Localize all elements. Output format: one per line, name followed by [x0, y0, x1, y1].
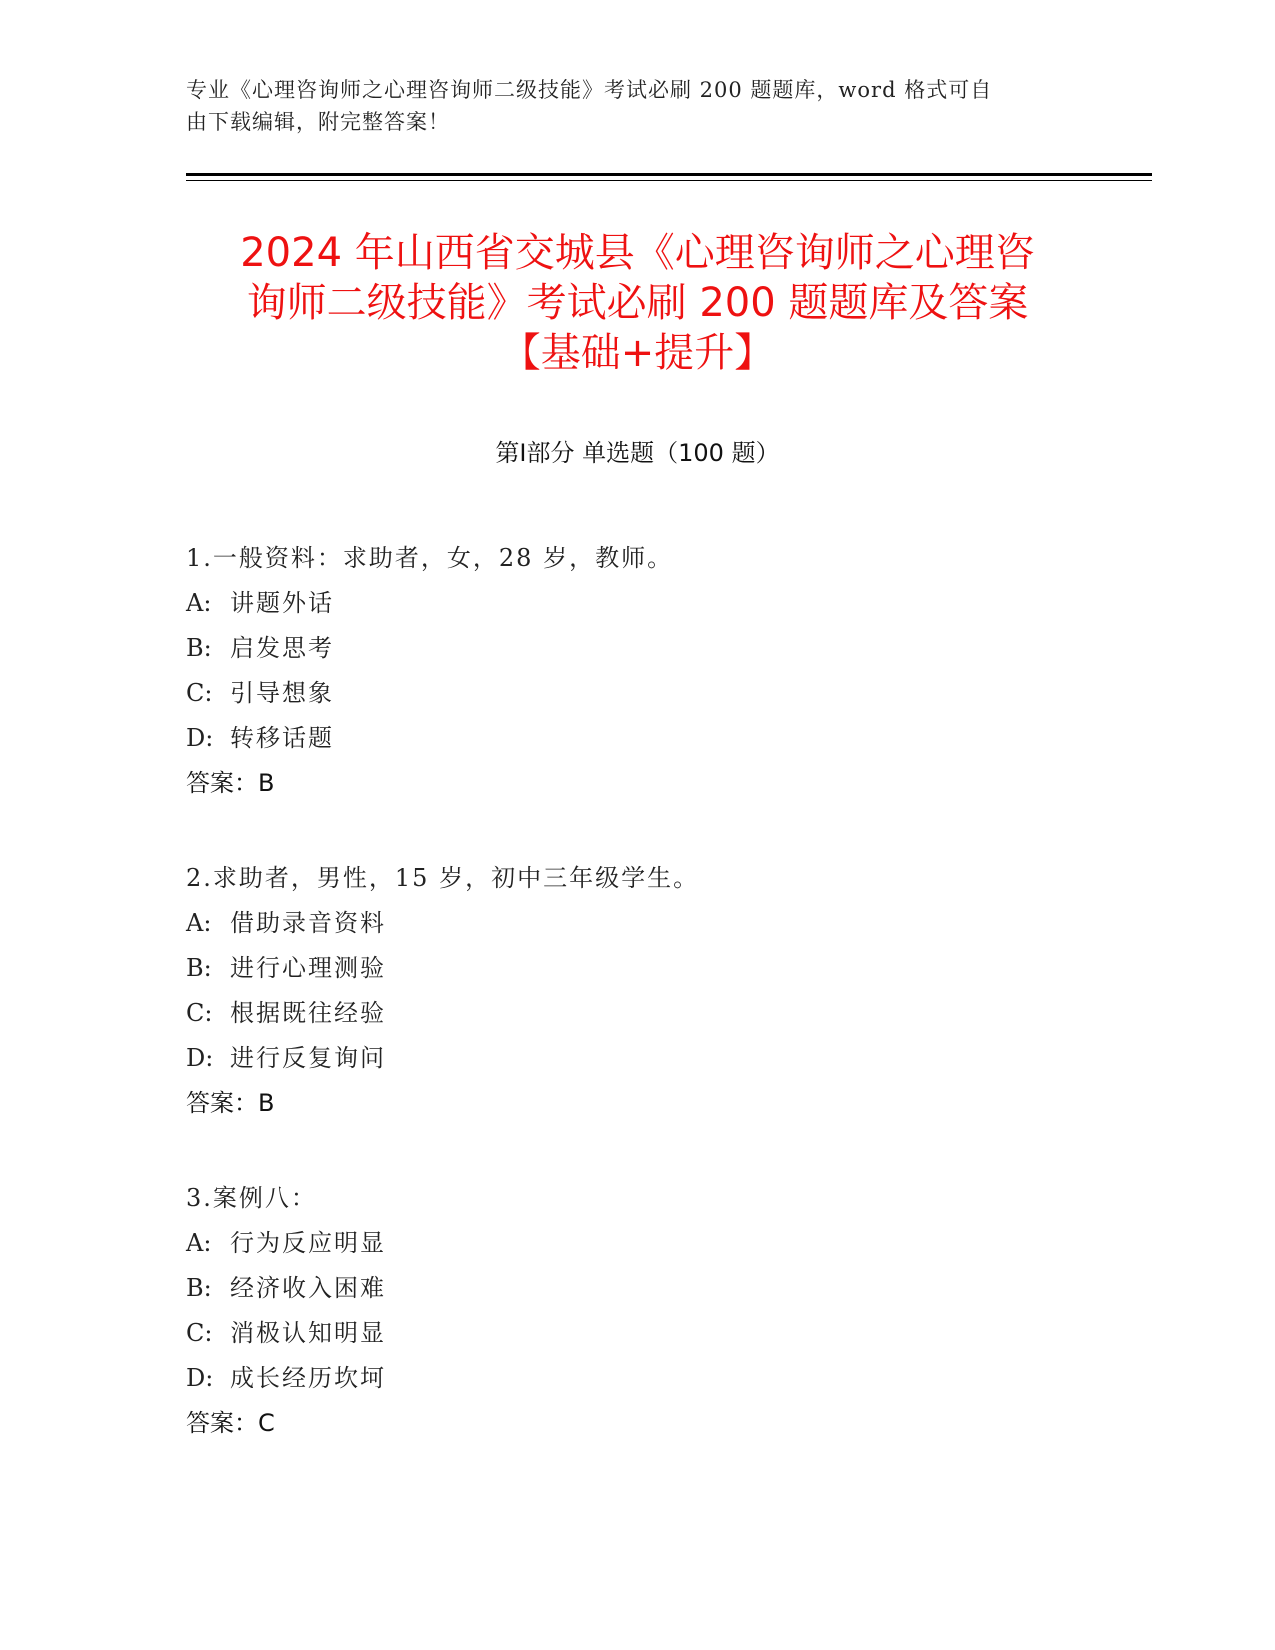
option-letter: B:	[186, 954, 212, 982]
option-a	[186, 581, 1086, 626]
option-c	[186, 991, 1086, 1036]
option-text: 借助录音资料	[230, 909, 386, 937]
option-text: 消极认知明显	[230, 1319, 386, 1347]
document-intro	[186, 74, 1066, 138]
question-list	[186, 536, 1086, 1496]
question-stem: 2.求助者，男性，15 岁，初中三年级学生。	[186, 864, 700, 892]
option-letter: D:	[186, 724, 214, 752]
answer-line: 答案：B	[186, 1089, 275, 1117]
option-text: 进行心理测验	[230, 954, 386, 982]
option-text: 行为反应明显	[230, 1229, 386, 1257]
option-c	[186, 671, 1086, 716]
option-text: 经济收入困难	[230, 1274, 386, 1302]
option-d	[186, 1036, 1086, 1081]
title-line-3: 【基础+提升】	[500, 330, 775, 376]
option-letter: C:	[186, 999, 213, 1027]
option-d	[186, 1356, 1086, 1401]
header-divider-thick	[186, 173, 1152, 176]
option-text: 进行反复询问	[230, 1044, 386, 1072]
option-letter: A:	[186, 909, 212, 937]
intro-line-2: 由下载编辑，附完整答案！	[186, 110, 450, 134]
option-letter: D:	[186, 1364, 214, 1392]
question-1	[186, 536, 1086, 806]
question-stem: 3.案例八：	[186, 1184, 317, 1212]
option-letter: A:	[186, 589, 212, 617]
option-a	[186, 901, 1086, 946]
option-b	[186, 1266, 1086, 1311]
option-text: 根据既往经验	[230, 999, 386, 1027]
option-letter: C:	[186, 1319, 213, 1347]
intro-line-1: 专业《心理咨询师之心理咨询师二级技能》考试必刷 200 题题库，word 格式可自	[186, 78, 993, 102]
section-heading: 第Ⅰ部分 单选题（100 题）	[495, 439, 780, 467]
option-text: 启发思考	[230, 634, 334, 662]
question-3	[186, 1176, 1086, 1446]
question-2	[186, 856, 1086, 1126]
option-letter: B:	[186, 1274, 212, 1302]
answer-line: 答案：C	[186, 1409, 275, 1437]
option-a	[186, 1221, 1086, 1266]
answer-line: 答案：B	[186, 769, 275, 797]
document-title	[150, 228, 1125, 378]
option-b	[186, 626, 1086, 671]
title-line-2: 询师二级技能》考试必刷 200 题题库及答案	[246, 280, 1029, 326]
option-d	[186, 716, 1086, 761]
question-stem: 1.一般资料：求助者，女，28 岁，教师。	[186, 544, 674, 572]
option-text: 成长经历坎坷	[230, 1364, 386, 1392]
option-b	[186, 946, 1086, 991]
option-letter: D:	[186, 1044, 214, 1072]
title-line-1: 2024 年山西省交城县《心理咨询师之心理咨	[240, 230, 1035, 276]
option-text: 讲题外话	[230, 589, 334, 617]
option-letter: C:	[186, 679, 213, 707]
option-text: 引导想象	[230, 679, 334, 707]
header-divider-thin	[186, 180, 1152, 181]
option-text: 转移话题	[230, 724, 334, 752]
option-c	[186, 1311, 1086, 1356]
option-letter: B:	[186, 634, 212, 662]
option-letter: A:	[186, 1229, 212, 1257]
